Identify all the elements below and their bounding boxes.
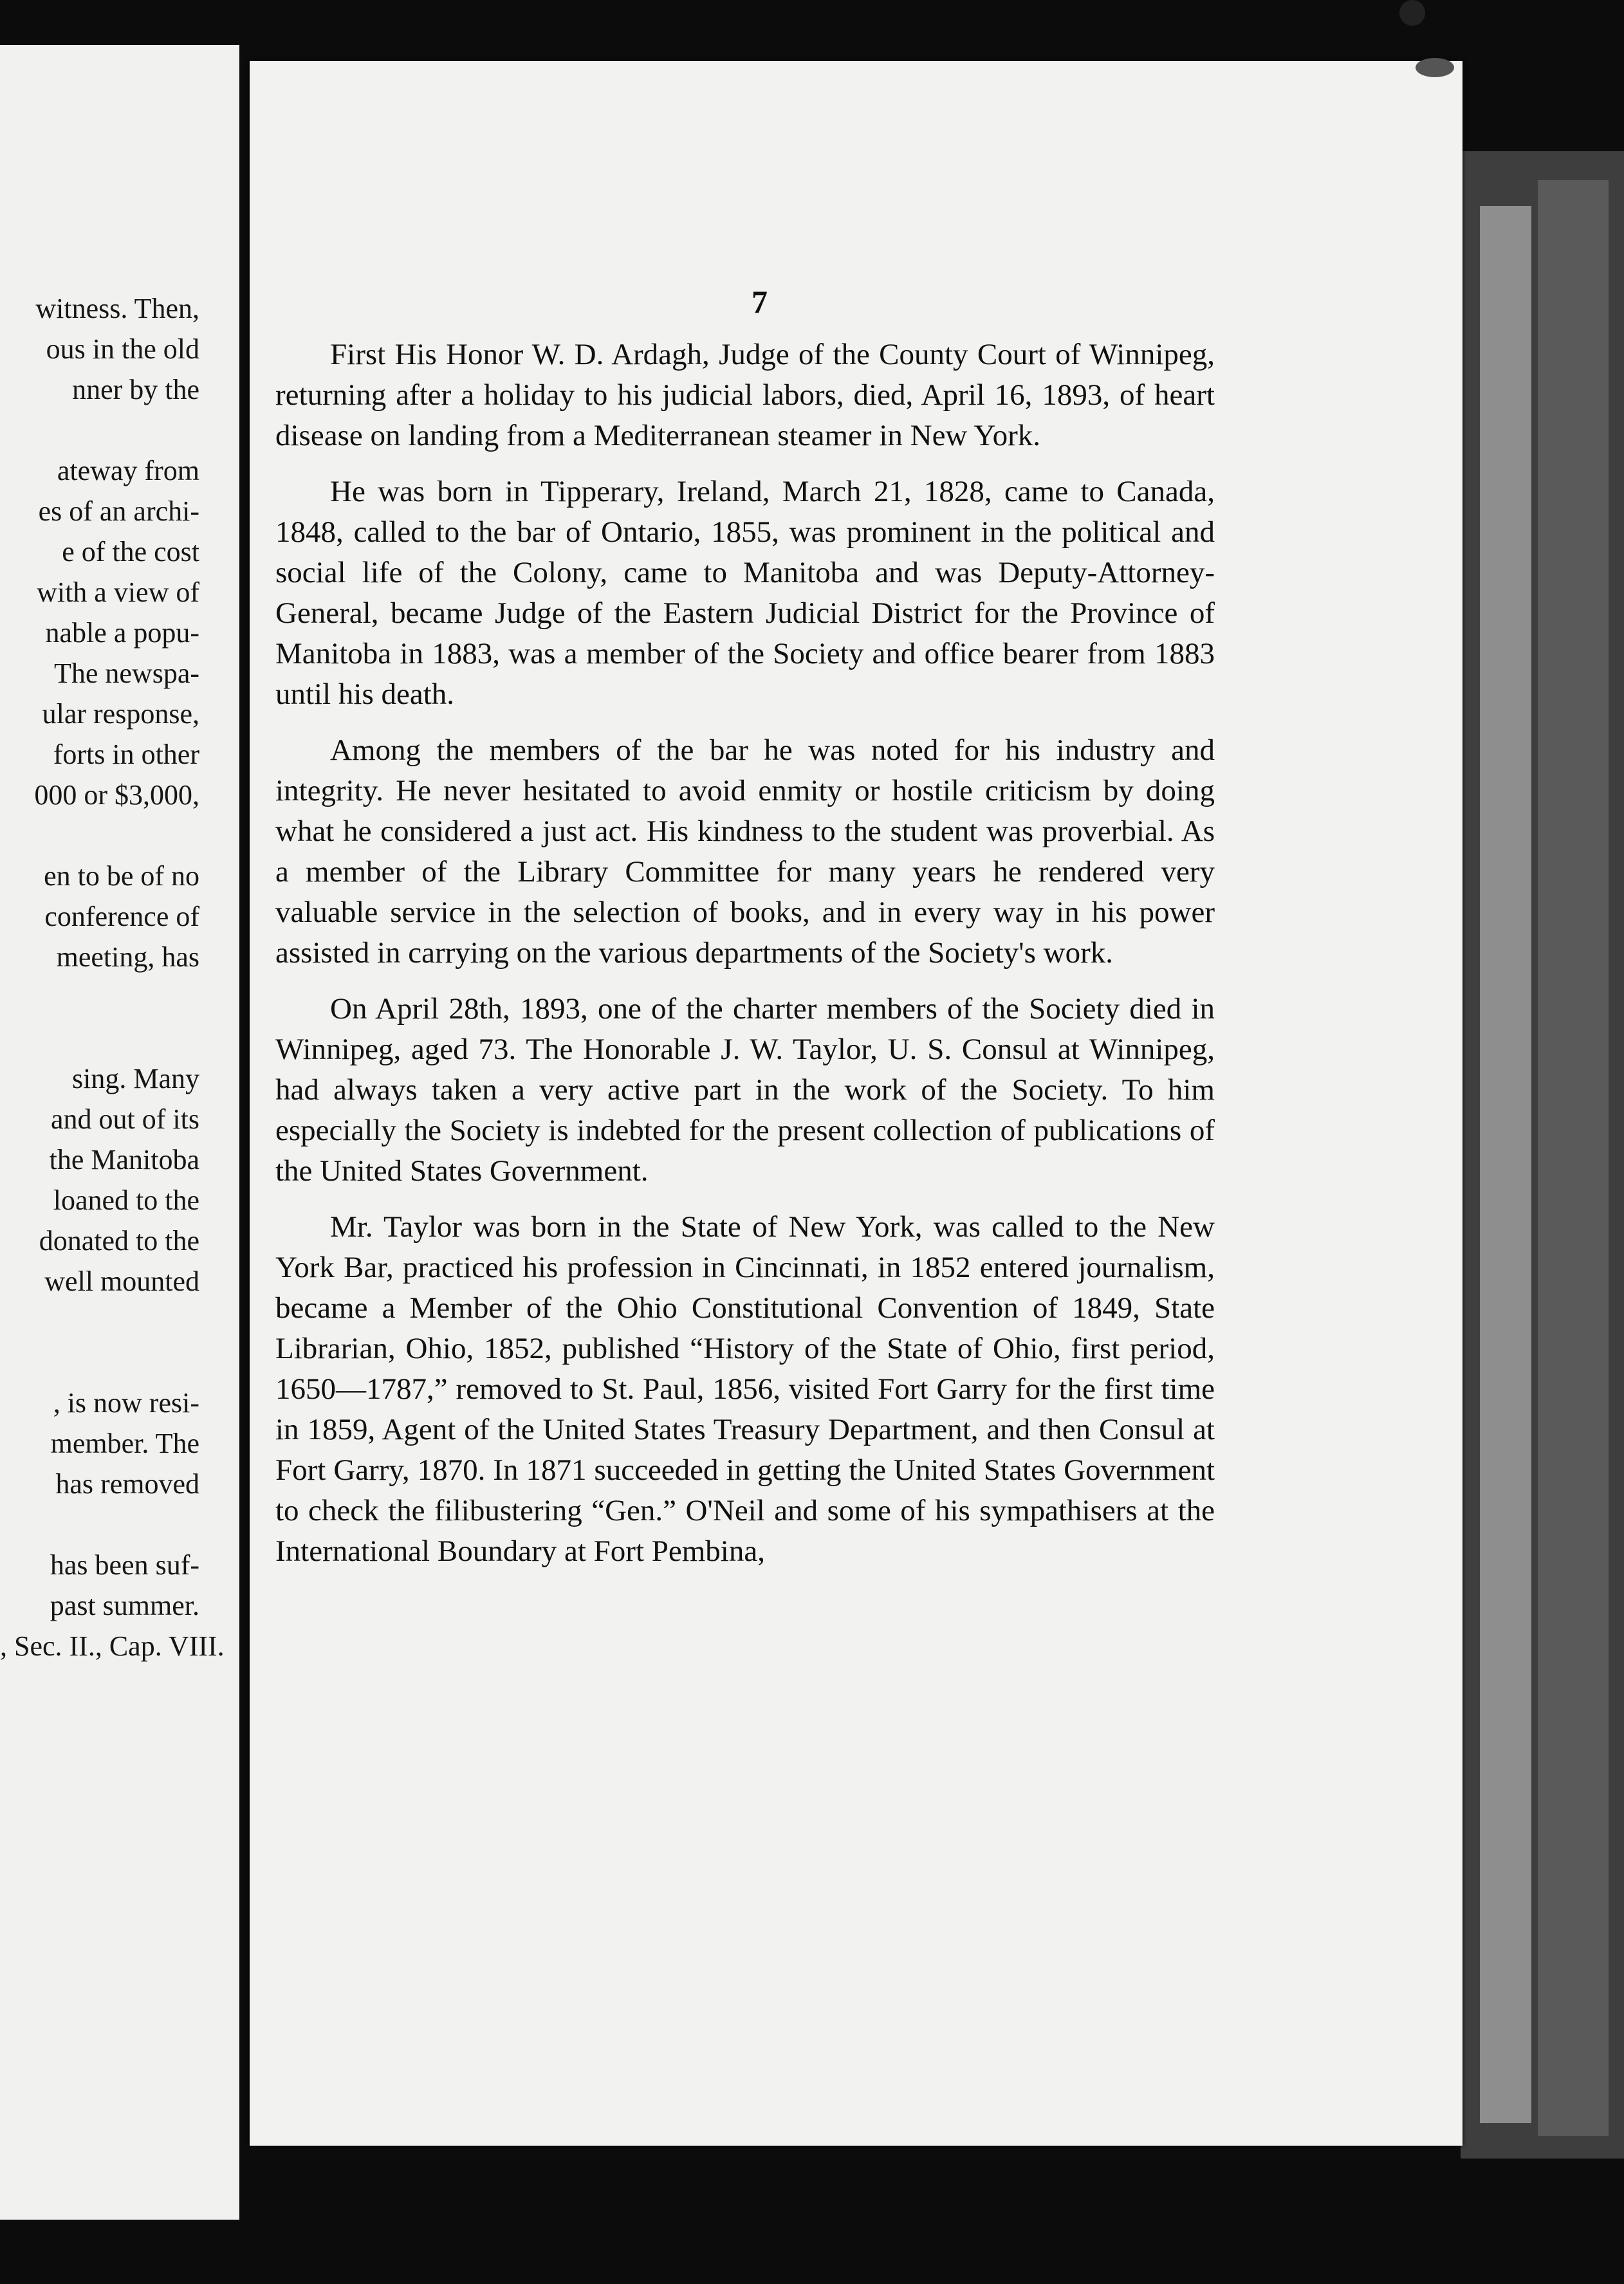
facing-page-line: nner by the: [72, 374, 199, 405]
facing-page-line: loaned to the: [53, 1184, 199, 1216]
facing-page-line: with a view of: [37, 576, 199, 608]
facing-page-line: donated to the: [39, 1225, 199, 1257]
body-text: [275, 335, 1215, 1587]
facing-page-line: en to be of no: [44, 860, 199, 892]
facing-page-line: meeting, has: [56, 941, 199, 973]
page-number: 7: [752, 284, 768, 320]
facing-page-line: 000 or $3,000,: [34, 779, 199, 811]
facing-page-line: The newspa-: [53, 658, 199, 689]
facing-page-line: forts in other: [53, 739, 199, 770]
facing-page-line: well mounted: [44, 1266, 199, 1297]
facing-page-line: has removed: [55, 1468, 199, 1500]
facing-page-line: ular response,: [42, 698, 199, 730]
main-page: [250, 61, 1463, 2146]
facing-page-line: the Manitoba: [49, 1144, 199, 1175]
facing-page-line: witness. Then,: [35, 293, 199, 324]
scan-speck: [1416, 58, 1454, 77]
facing-page-line: ateway from: [57, 455, 199, 486]
facing-page-line: , Sec. II., Cap. VIII.: [0, 1630, 225, 1662]
paragraph: Mr. Taylor was born in the State of New York, was called to the New York Bar, practiced his profession in Cincinnati, in 1852 entered journalism, became a Member of the Ohio Constitutional Convention of 1849, State Librarian, Ohio, 1852, published “History of the State of Ohio, first period, 1650—1787,” removed to St. Paul, 1856, visited Fort Garry for the first time in 1859, Agent of the United States Treasury Department, and then Consul at Fort Garry, 1870. In 1871 succeeded in getting the United States Government to check the filibustering “Gen.” O'Neil and some of his sympathisers at the International Boundary at Fort Pembina,: [275, 1210, 1215, 1568]
paragraph: Among the members of the bar he was noted for his industry and integrity. He never hesitated to avoid enmity or hostile criticism by doing what he considered a just act. His kindness to the student was proverbial. As a member of the Library Committee for many years he rendered very valuable service in the selection of books, and in every way in his power assisted in carrying on the various departments of the Society's work.: [275, 733, 1215, 970]
facing-page: [0, 45, 239, 2220]
facing-page-line: sing. Many: [72, 1063, 199, 1094]
paragraph: He was born in Tipperary, Ireland, March 21, 1828, came to Canada, 1848, called to the bar of Ontario, 1855, was prominent in the political and social life of the Colony, came to Manitoba and was Deputy-Attorney-General, became Judge of the Eastern Judicial District for the Province of Manitoba in 1883, was a member of the Society and office bearer from 1883 until his death.: [275, 475, 1215, 711]
facing-page-line: conference of: [44, 901, 199, 932]
facing-page-line: , is now resi-: [53, 1387, 199, 1419]
page-edge-strip: [1538, 180, 1609, 2136]
facing-page-line: member. The: [50, 1428, 199, 1459]
paragraph: On April 28th, 1893, one of the charter members of the Society died in Winnipeg, aged 73. The Honorable J. W. Taylor, U. S. Consul at Winnipeg, had always taken a very active part in the work of the Society. To him especially the Society is indebted for the present collection of publications of the United States Government.: [275, 992, 1215, 1188]
paragraph: First His Honor W. D. Ardagh, Judge of the County Court of Winnipeg, returning after a holiday to his judicial labors, died, April 16, 1893, of heart disease on landing from a Mediterranean steamer in New York.: [275, 338, 1215, 452]
page-edge-highlight: [1480, 206, 1531, 2123]
facing-page-line: and out of its: [51, 1103, 199, 1135]
facing-page-line: has been suf-: [50, 1549, 199, 1581]
facing-page-line: es of an archi-: [38, 495, 199, 527]
facing-page-line: ous in the old: [46, 333, 199, 365]
facing-page-line: past summer.: [50, 1590, 199, 1621]
facing-page-line: e of the cost: [62, 536, 199, 567]
facing-page-line: nable a popu-: [45, 617, 199, 649]
scan-speck: [1399, 0, 1425, 26]
